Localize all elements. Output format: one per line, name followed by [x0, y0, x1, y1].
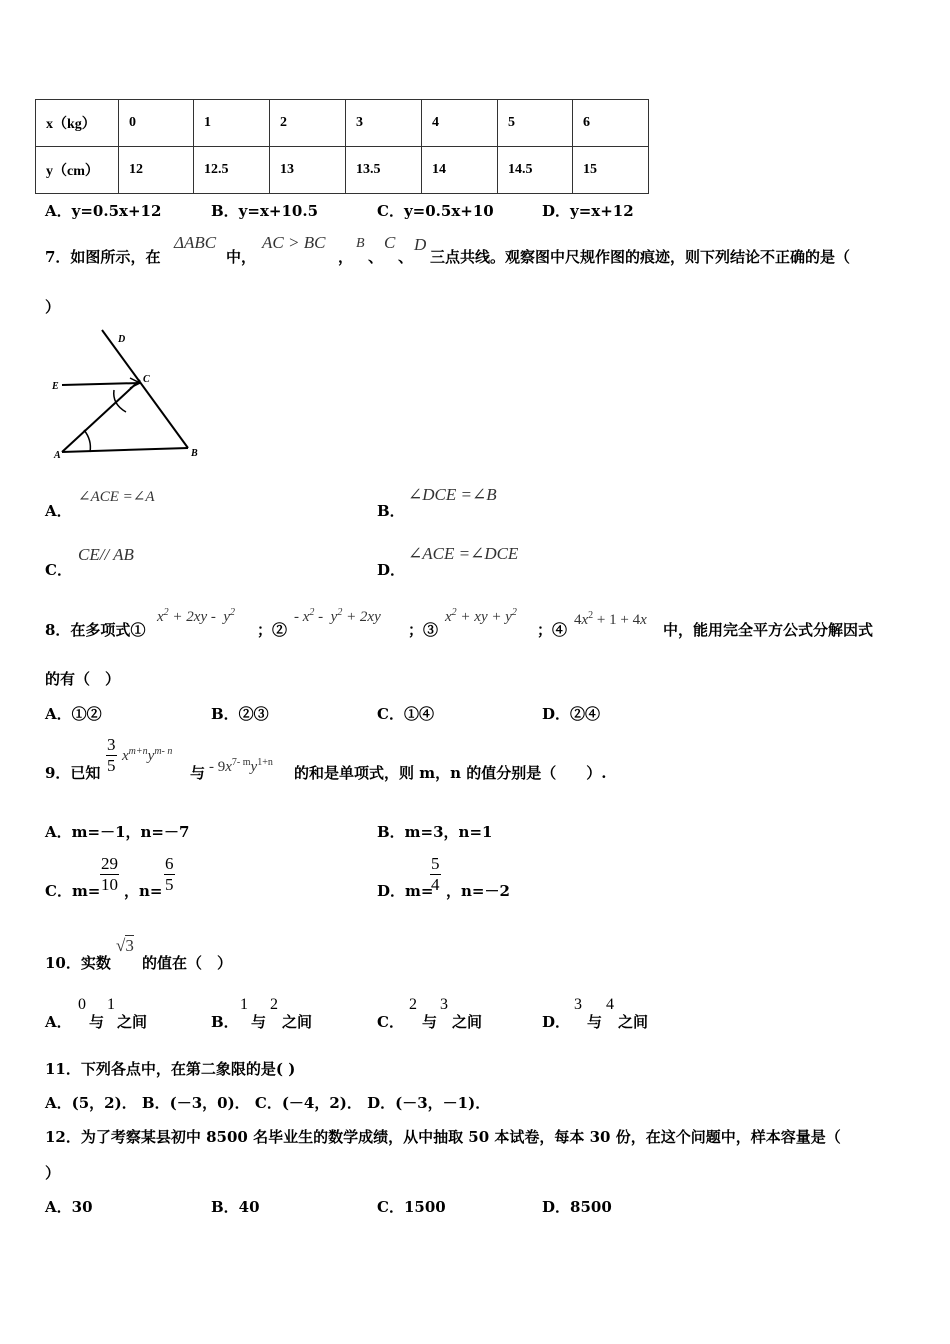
table-row [36, 147, 649, 194]
q12-stem: 12．为了考察某县初中 8500 名毕业生的数学成绩，从中抽取 50 本试卷，每本 30 份，在这个问题中，样本容量是（ [45, 1128, 841, 1146]
q9-monomial-2: - $9x^{7- m}y^{1+n}$ [209, 757, 273, 775]
q6-option-a: A．y=0.5x+12 [45, 202, 162, 220]
q7-option-d-label: D． [377, 561, 406, 579]
q10-yu: 与 [89, 1013, 105, 1031]
table-cell: 14.5 [498, 147, 573, 194]
q7-option-d: ∠ACE =∠DCE [408, 544, 519, 563]
q8-option-d: D．②④ [542, 705, 601, 723]
q9-option-d-frac [430, 854, 441, 895]
q10-option-c-label: C． [377, 1013, 404, 1031]
q8-option-b: B．②③ [211, 705, 269, 723]
q10-jian: 之间 [117, 1013, 148, 1031]
q10-jian: 之间 [618, 1013, 649, 1031]
q12-option-d: D．8500 [542, 1198, 612, 1216]
frac-numerator: 5 [431, 854, 440, 873]
q7-option-c-label: C． [45, 561, 72, 579]
q9-fraction [106, 735, 117, 776]
q8-stem-p5: 中，能用完全平方公式分解因式 [663, 621, 874, 639]
q10-option-c-n2: 3 [440, 996, 448, 1013]
table-cell: x（kg） [36, 100, 119, 147]
q7-stem-p2: 中， [226, 248, 257, 266]
frac-numerator: 6 [165, 854, 174, 873]
q10-stem-p2: 的值在（ ） [142, 954, 233, 972]
q7-stem-p4: 三点共线。观察图中尺规作图的痕迹，则下列结论不正确的是（ [430, 248, 851, 266]
q7-math-c: C [384, 233, 396, 252]
q8-stem-p3: ；③ [408, 621, 439, 639]
q8-poly-2: - $x^2 - y^2 + 2xy$ [294, 607, 381, 625]
q12-option-b: B．40 [211, 1198, 260, 1216]
frac-denominator: 5 [165, 875, 174, 894]
q8-poly-1: $x^2 + 2xy - y^2$ [157, 607, 236, 625]
label-b: B [191, 448, 198, 459]
q10-option-d-label: D． [542, 1013, 571, 1031]
line-ab [62, 448, 188, 452]
table-row [36, 100, 649, 147]
q7-option-a: ∠ACE =∠A [78, 489, 155, 505]
q8-stem-p2: ；② [257, 621, 288, 639]
q10-stem-p1: 10．实数 [45, 954, 111, 972]
q7-math-triangle: ΔABC [174, 233, 217, 252]
line-db [102, 330, 188, 448]
q10-option-a-label: A． [45, 1013, 72, 1031]
frac-denominator: 5 [107, 756, 116, 775]
q6-option-c: C．y=0.5x+10 [377, 202, 494, 220]
q7-math-b: B [356, 236, 365, 251]
q7-stem-p1: 7．如图所示，在 [45, 248, 161, 266]
q7-figure [48, 328, 208, 463]
q10-sqrt: √3 [116, 936, 134, 955]
q10-option-a-n2: 1 [107, 996, 115, 1013]
frac-denominator: 10 [101, 875, 118, 894]
q9-option-a: A．m=－1，n=－7 [45, 823, 190, 841]
q9-stem-p3: 的和是单项式，则 m，n 的值分别是（ ）. [294, 764, 607, 782]
q7-sep: 、 [398, 248, 414, 266]
table-cell: 6 [573, 100, 649, 147]
frac-numerator: 3 [107, 735, 116, 754]
q10-yu: 与 [251, 1013, 267, 1031]
q9-option-b: B．m=3，n=1 [377, 823, 493, 841]
table-cell: 0 [119, 100, 194, 147]
q11-stem: 11．下列各点中，在第二象限的是( ) [45, 1060, 296, 1078]
q10-option-a-n1: 0 [78, 996, 86, 1013]
q9-stem-p1: 9．已知 [45, 764, 101, 782]
q9-stem-p2: 与 [190, 764, 206, 782]
table-cell: 5 [498, 100, 573, 147]
q10-jian: 之间 [452, 1013, 483, 1031]
q10-yu: 与 [422, 1013, 438, 1031]
q10-jian: 之间 [282, 1013, 313, 1031]
q9-monomial-1: $x^{m+n}y^{m- n}$ [122, 746, 173, 764]
q7-math-inequality: AC > BC [262, 233, 326, 252]
q7-close-paren: ） [45, 298, 61, 316]
q8-poly-3: $x^2$ + xy + $y^2$ [445, 607, 517, 625]
table-cell: y（cm） [36, 147, 119, 194]
q12-close-paren: ） [45, 1164, 61, 1182]
q8-stem-p4: ；④ [537, 621, 568, 639]
q7-sep: 、 [368, 248, 384, 266]
table-cell: 3 [346, 100, 422, 147]
q9-option-d-label: D．m= [377, 882, 434, 900]
label-d: D [118, 334, 126, 345]
line-ec [62, 383, 140, 385]
table-cell: 14 [422, 147, 498, 194]
q8-stem-p1: 8．在多项式① [45, 621, 146, 639]
frac-numerator: 29 [101, 854, 118, 873]
q9-option-c-frac2 [164, 854, 175, 895]
q8-option-a: A．①② [45, 705, 102, 723]
q7-option-b: ∠DCE =∠B [408, 485, 497, 504]
q8-option-c: C．①④ [377, 705, 434, 723]
radicand: 3 [125, 936, 134, 955]
data-table [35, 99, 649, 194]
q6-option-b: B．y=x+10.5 [211, 202, 319, 220]
q6-option-d: D．y=x+12 [542, 202, 634, 220]
q10-option-b-n2: 2 [270, 996, 278, 1013]
table-cell: 15 [573, 147, 649, 194]
q10-option-b-n1: 1 [240, 996, 248, 1013]
q9-option-c-mid: ，n= [124, 882, 163, 900]
q10-option-d-n1: 3 [574, 996, 582, 1013]
q7-stem-p3: ， [338, 248, 354, 266]
q7-option-a-label: A． [45, 502, 72, 520]
line-ac [62, 380, 140, 452]
q10-option-c-n1: 2 [409, 996, 417, 1013]
table-cell: 12 [119, 147, 194, 194]
label-c: C [143, 374, 150, 385]
q11-options: A．(5，2)． B．(－3，0)． C．(－4，2)． D．(－3，－1)． [45, 1094, 491, 1112]
q10-yu: 与 [587, 1013, 603, 1031]
label-e: E [52, 381, 59, 392]
arc-a [84, 430, 90, 452]
table-cell: 1 [194, 100, 270, 147]
q9-option-d-end: ，n=－2 [446, 882, 510, 900]
q10-option-b-label: B． [211, 1013, 239, 1031]
q9-option-c-label: C．m= [45, 882, 101, 900]
frac-denominator: 4 [431, 875, 440, 894]
q9-option-c-frac1 [100, 854, 119, 895]
q12-option-c: C．1500 [377, 1198, 446, 1216]
q8-stem-line2: 的有（ ） [45, 670, 121, 688]
table-cell: 4 [422, 100, 498, 147]
q7-math-d: D [414, 235, 427, 254]
table-cell: 13.5 [346, 147, 422, 194]
table-cell: 13 [270, 147, 346, 194]
q8-poly-4: $4x^2 + 1 + 4x$ [574, 610, 647, 628]
q7-option-c: CE// AB [78, 545, 134, 564]
label-a: A [54, 450, 61, 461]
table-cell: 12.5 [194, 147, 270, 194]
q10-option-d-n2: 4 [606, 996, 614, 1013]
q12-option-a: A．30 [45, 1198, 93, 1216]
table-cell: 2 [270, 100, 346, 147]
q7-option-b-label: B． [377, 502, 405, 520]
